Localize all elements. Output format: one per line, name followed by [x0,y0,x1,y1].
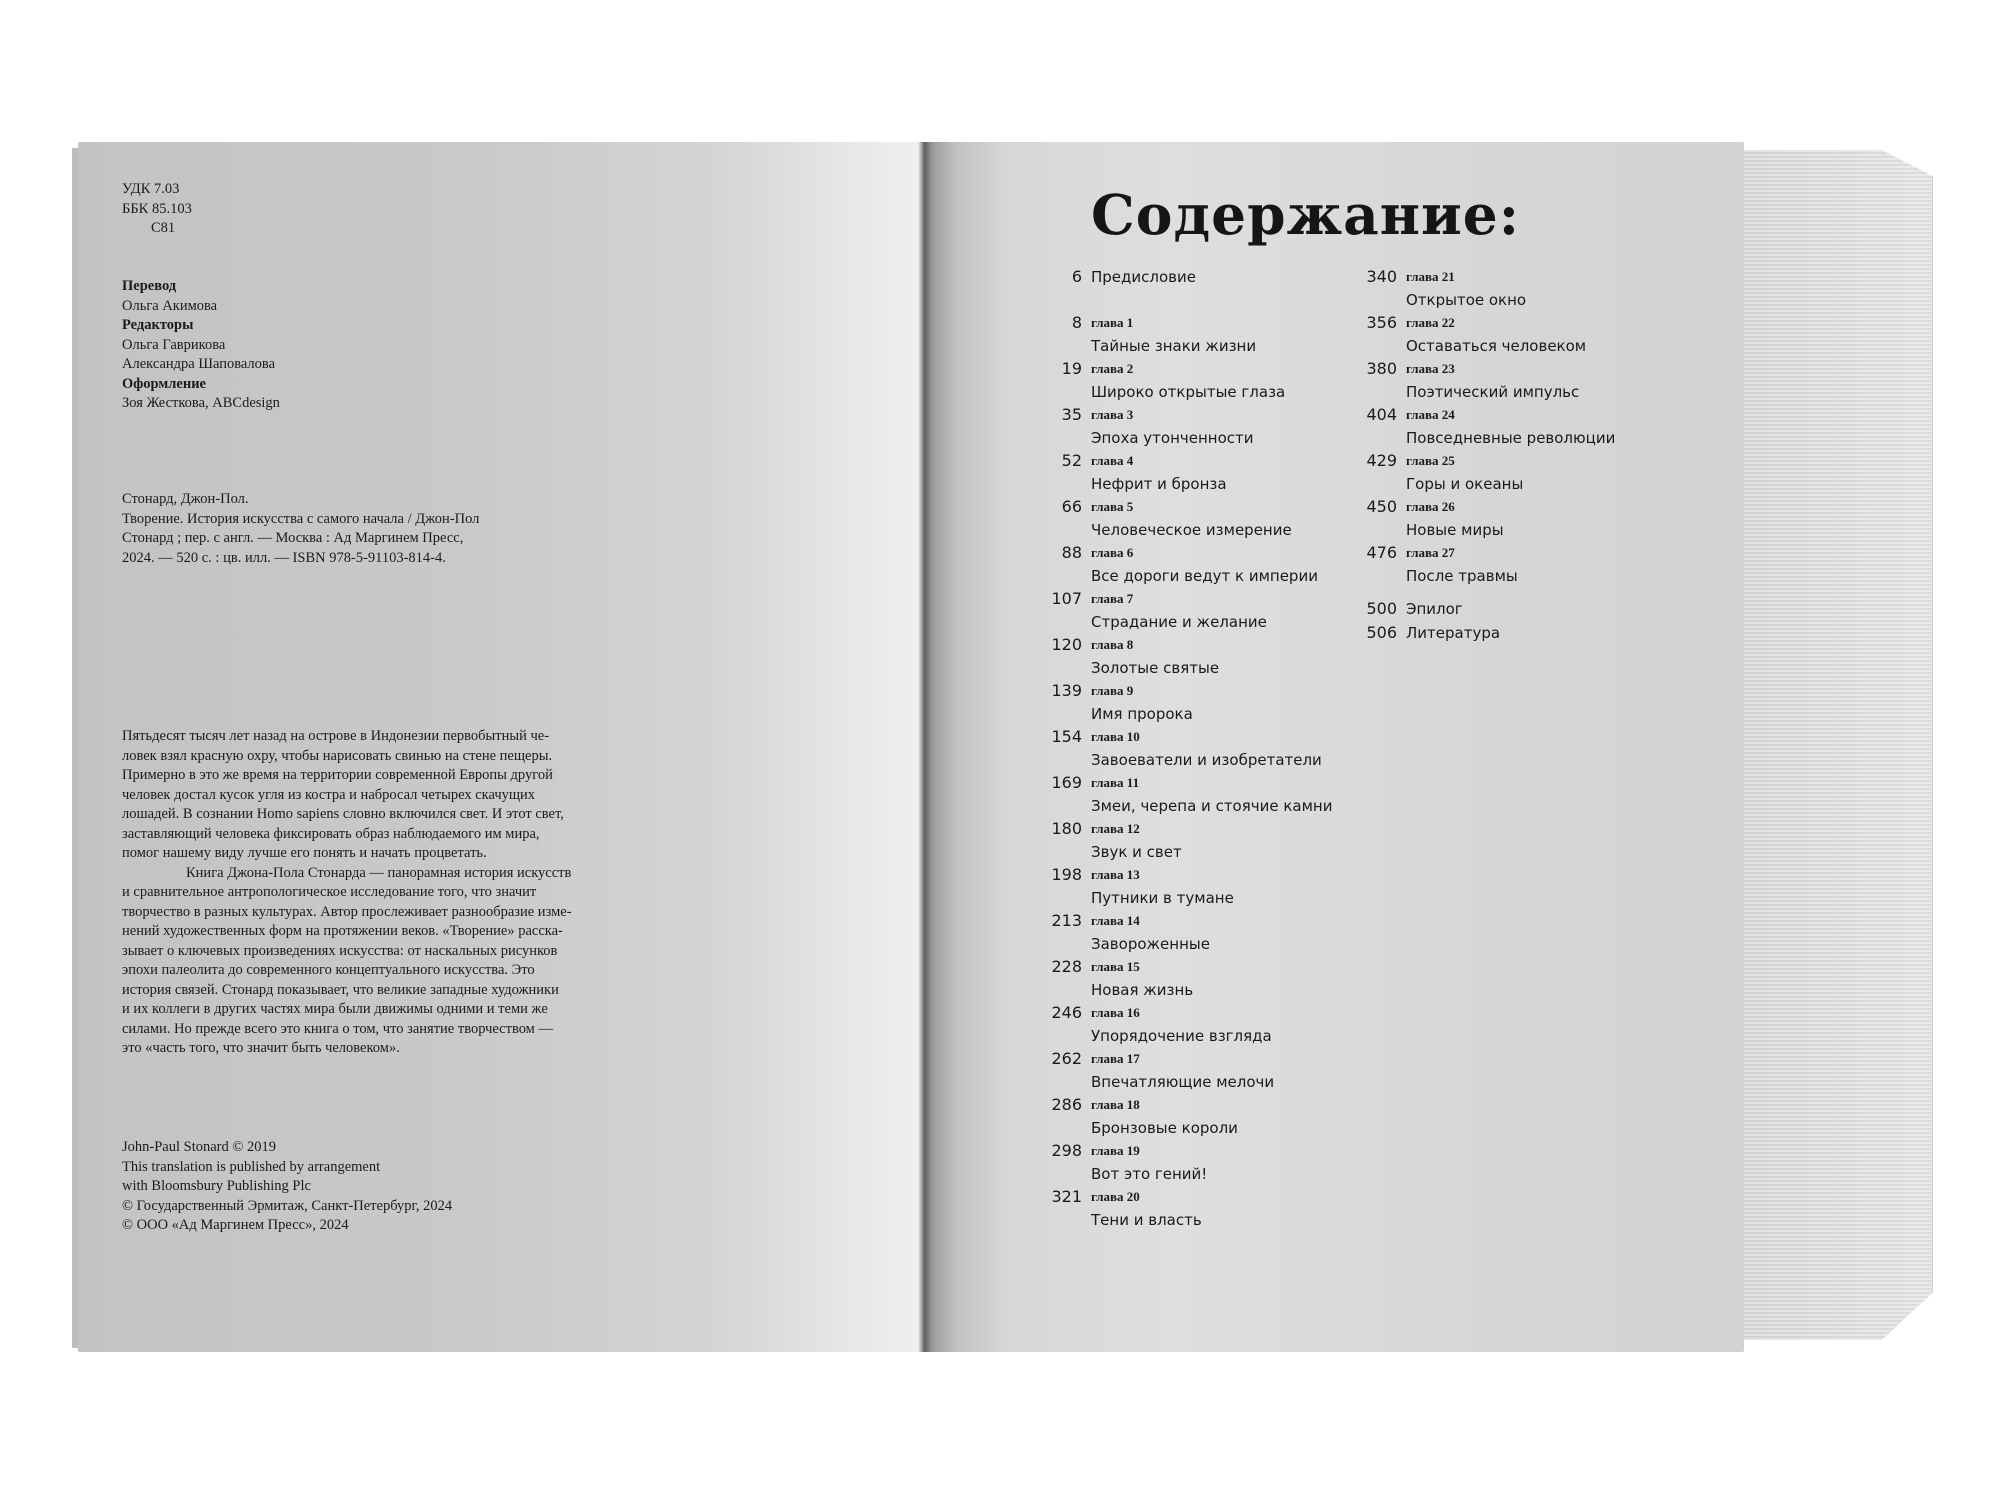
toc-page-number: 500 [1366,599,1397,618]
toc-page-number: 450 [1366,497,1397,516]
annotation-paragraph-2 [122,864,642,1059]
toc-chapter-title: Широко открытые глаза [1091,383,1286,401]
toc-entry [1040,772,1340,818]
toc-entry [1040,1140,1340,1186]
toc-page-number: 169 [1051,773,1082,792]
toc-chapter-label: глава 22 [1406,315,1455,330]
toc-chapter-title: Имя пророка [1091,705,1193,723]
toc-chapter-title: Завороженные [1091,935,1210,953]
toc-chapter-label: глава 7 [1091,591,1134,606]
bbk-code: ББК 85.103 [122,200,192,217]
toc-entry [1040,1002,1340,1048]
toc-page-number: 139 [1051,681,1082,700]
annotation-line: заставляющий человека фиксировать образ наблюдаемого им мира, [122,825,540,842]
toc-chapter-title: Новые миры [1406,521,1504,539]
toc-chapter-label: глава 18 [1091,1097,1140,1112]
toc-page-number: 52 [1061,451,1082,470]
annotation-line: Примерно в это же время на территории современной Европы другой [122,767,553,783]
toc-page-number: 35 [1061,405,1082,424]
toc-entry [1040,1186,1340,1232]
annotation-line: лошадей. В сознании Homo sapiens словно включился свет. И этот свет, [122,806,564,822]
toc-page-number: 246 [1051,1003,1082,1022]
toc-chapter-title: Упорядочение взгляда [1091,1027,1272,1045]
copyright-line: © Государственный Эрмитаж, Санкт-Петербург, 2024 [122,1197,453,1214]
toc-chapter-title: Тайные знаки жизни [1091,337,1257,355]
toc-entry [1355,496,1675,542]
copyright-line: This translation is published by arrangement [122,1158,381,1175]
toc-chapter-label: глава 8 [1091,637,1134,652]
toc-column-2 [1355,266,1675,646]
toc-chapter-title: Страдание и желание [1091,613,1267,631]
credit-role-translation: Перевод [122,278,177,294]
toc-entry [1040,634,1340,680]
toc-entry [1040,496,1340,542]
toc-chapter-label: глава 13 [1091,867,1140,882]
biblio-line: 2024. — 520 с. : цв. илл. — ISBN 978-5-91103-814-4. [122,549,446,566]
toc-chapter-label: глава 21 [1406,269,1455,284]
toc-chapter-title: Звук и свет [1091,843,1182,861]
copyright-line: with Bloomsbury Publishing Plc [122,1178,311,1194]
credit-name: Ольга Гаврикова [122,336,226,353]
toc-entry [1040,680,1340,726]
toc-page-number: 228 [1051,957,1082,976]
annotation-line: зывает о ключевых произведениях искусства: от наскальных рисунков [122,942,558,959]
toc-chapter-label: глава 12 [1091,821,1140,836]
toc-chapter-title: Завоеватели и изобретатели [1091,751,1322,769]
toc-chapter-label: глава 19 [1091,1143,1140,1158]
toc-page-number: 429 [1366,451,1397,470]
toc-page-number: 262 [1051,1049,1082,1068]
toc-page-number: 107 [1051,589,1082,608]
annotation-line: это «часть того, что значит быть человеком». [122,1040,400,1056]
toc-chapter-title: Горы и океаны [1406,475,1524,493]
toc-chapter-label: глава 9 [1091,683,1134,698]
toc-chapter-title: Золотые святые [1091,659,1220,677]
credit-role-design: Оформление [122,375,206,392]
toc-chapter-label: глава 14 [1091,913,1140,928]
toc-entry [1040,588,1340,634]
credits-block [122,277,280,414]
annotation-line: эпохи палеолита до современного концептуального искусства. Это [122,962,535,978]
toc-chapter-label: глава 26 [1406,499,1455,514]
toc-page-number: 321 [1051,1187,1082,1206]
toc-page-number: 198 [1051,865,1082,884]
toc-entry [1355,450,1675,496]
author-mark: С81 [151,220,176,236]
annotation-line: и их коллеги в других частях мира были движимы одними и теми же [122,1001,548,1017]
toc-chapter-label: глава 11 [1091,775,1140,790]
toc-chapter-label: глава 5 [1091,499,1134,514]
toc-page-number: 476 [1366,543,1397,562]
book-annotation [122,727,642,1059]
toc-column-1 [1040,266,1340,1232]
toc-entry [1040,358,1340,404]
toc-chapter-title: Предисловие [1091,268,1196,286]
toc-entry [1040,726,1340,772]
toc-chapter-title: После травмы [1406,567,1518,585]
toc-chapter-title: Нефрит и бронза [1091,475,1227,493]
toc-page-number: 506 [1366,623,1397,642]
toc-chapter-title: Тени и власть [1091,1211,1202,1229]
toc-chapter-label: глава 25 [1406,453,1455,468]
annotation-line: история связей. Стонард показывает, что великие западные художники [122,981,559,998]
credit-name: Александра Шаповалова [122,356,276,372]
toc-page-number: 8 [1071,313,1082,332]
annotation-line: и сравнительное антропологическое исследование того, что значит [122,884,537,900]
toc-chapter-title: Впечатляющие мелочи [1091,1073,1275,1091]
toc-entry [1355,266,1675,312]
toc-page-number: 213 [1051,911,1082,930]
toc-chapter-label: глава 10 [1091,729,1140,744]
toc-chapter-title: Человеческое измерение [1091,521,1292,539]
toc-chapter-label: глава 4 [1091,453,1134,468]
imprint-codes [122,180,192,239]
toc-chapter-label: глава 2 [1091,361,1134,376]
toc-page-number: 340 [1366,267,1397,286]
toc-entry [1040,542,1340,588]
toc-entry [1040,266,1340,288]
toc-chapter-title: Оставаться человеком [1406,337,1587,355]
toc-entry [1355,404,1675,450]
toc-page-number: 88 [1061,543,1082,562]
toc-chapter-label: глава 15 [1091,959,1140,974]
toc-chapter-label: глава 17 [1091,1051,1140,1066]
toc-chapter-title: Открытое окно [1406,291,1527,309]
toc-chapter-title: Эпоха утонченности [1091,429,1254,447]
toc-chapter-label: глава 16 [1091,1005,1140,1020]
toc-chapter-title: Литература [1406,624,1501,642]
toc-entry [1355,312,1675,358]
udk-code: УДК 7.03 [122,181,180,197]
toc-entry [1040,312,1340,358]
biblio-line: Творение. История искусства с самого начала / Джон-Пол [122,510,480,527]
annotation-line: силами. Но прежде всего это книга о том, что занятие творчеством — [122,1020,553,1037]
toc-entry [1040,450,1340,496]
toc-entry [1355,542,1675,588]
toc-chapter-label: глава 27 [1406,545,1455,560]
toc-chapter-label: глава 24 [1406,407,1455,422]
toc-entry [1040,910,1340,956]
toc-chapter-title: Бронзовые короли [1091,1119,1238,1137]
annotation-line: Пятьдесят тысяч лет назад на острове в Индонезии первобытный че- [122,728,550,744]
toc-page-number: 120 [1051,635,1082,654]
bibliographic-record [122,490,662,568]
credit-role-editors: Редакторы [122,317,194,333]
toc-page-number: 66 [1061,497,1082,516]
toc-entry [1040,1048,1340,1094]
copyright-line: © ООО «Ад Маргинем Пресс», 2024 [122,1217,349,1233]
credit-name: Зоя Жесткова, ABCdesign [122,395,280,411]
contents-title: Содержание: [1091,182,1521,247]
biblio-line: Стонард, Джон-Пол. [122,491,249,507]
toc-chapter-label: глава 1 [1091,315,1134,330]
copyright-block [122,1138,452,1236]
toc-chapter-title: Повседневные революции [1406,429,1616,447]
annotation-paragraph-1 [122,727,642,864]
toc-page-number: 19 [1061,359,1082,378]
toc-page-number: 180 [1051,819,1082,838]
toc-chapter-label: глава 3 [1091,407,1134,422]
toc-chapter-title: Поэтический импульс [1406,383,1580,401]
toc-chapter-label: глава 6 [1091,545,1134,560]
toc-chapter-title: Змеи, черепа и стоячие камни [1091,797,1333,815]
toc-chapter-title: Все дороги ведут к империи [1091,567,1318,585]
annotation-line: нений художественных форм на протяжении веков. «Творение» расска- [122,923,563,939]
annotation-line: ловек взял красную охру, чтобы нарисовать свинью на стене пещеры. [122,747,553,764]
toc-page-number: 356 [1366,313,1397,332]
book-gutter [918,142,930,1352]
toc-entry [1355,622,1675,644]
toc-page-number: 286 [1051,1095,1082,1114]
toc-chapter-title: Вот это гений! [1091,1165,1208,1183]
toc-chapter-label: глава 23 [1406,361,1455,376]
toc-entry [1040,404,1340,450]
toc-page-number: 6 [1071,267,1082,286]
toc-entry [1355,598,1675,620]
toc-entry [1355,358,1675,404]
toc-page-number: 154 [1051,727,1082,746]
toc-chapter-title: Новая жизнь [1091,981,1194,999]
toc-page-number: 404 [1366,405,1397,424]
toc-entry [1040,956,1340,1002]
credit-name: Ольга Акимова [122,297,218,314]
annotation-line: творчество в разных культурах. Автор прослеживает разнообразие изме- [122,903,572,920]
annotation-line: помог нашему виду лучше его понять и начать процветать. [122,845,487,861]
toc-page-number: 298 [1051,1141,1082,1160]
toc-entry [1040,864,1340,910]
annotation-line: человек достал кусок угля из костра и набросал четырех скачущих [122,786,536,803]
toc-chapter-label: глава 20 [1091,1189,1140,1204]
toc-chapter-title: Эпилог [1406,600,1463,618]
copyright-line: John-Paul Stonard © 2019 [122,1139,276,1155]
toc-entry [1040,818,1340,864]
annotation-line: Книга Джона-Пола Стонарда — панорамная история искусств [186,864,572,881]
toc-page-number: 380 [1366,359,1397,378]
toc-chapter-title: Путники в тумане [1091,889,1234,907]
toc-entry [1040,1094,1340,1140]
biblio-line: Стонард ; пер. с англ. — Москва : Ад Маргинем Пресс, [122,530,464,546]
